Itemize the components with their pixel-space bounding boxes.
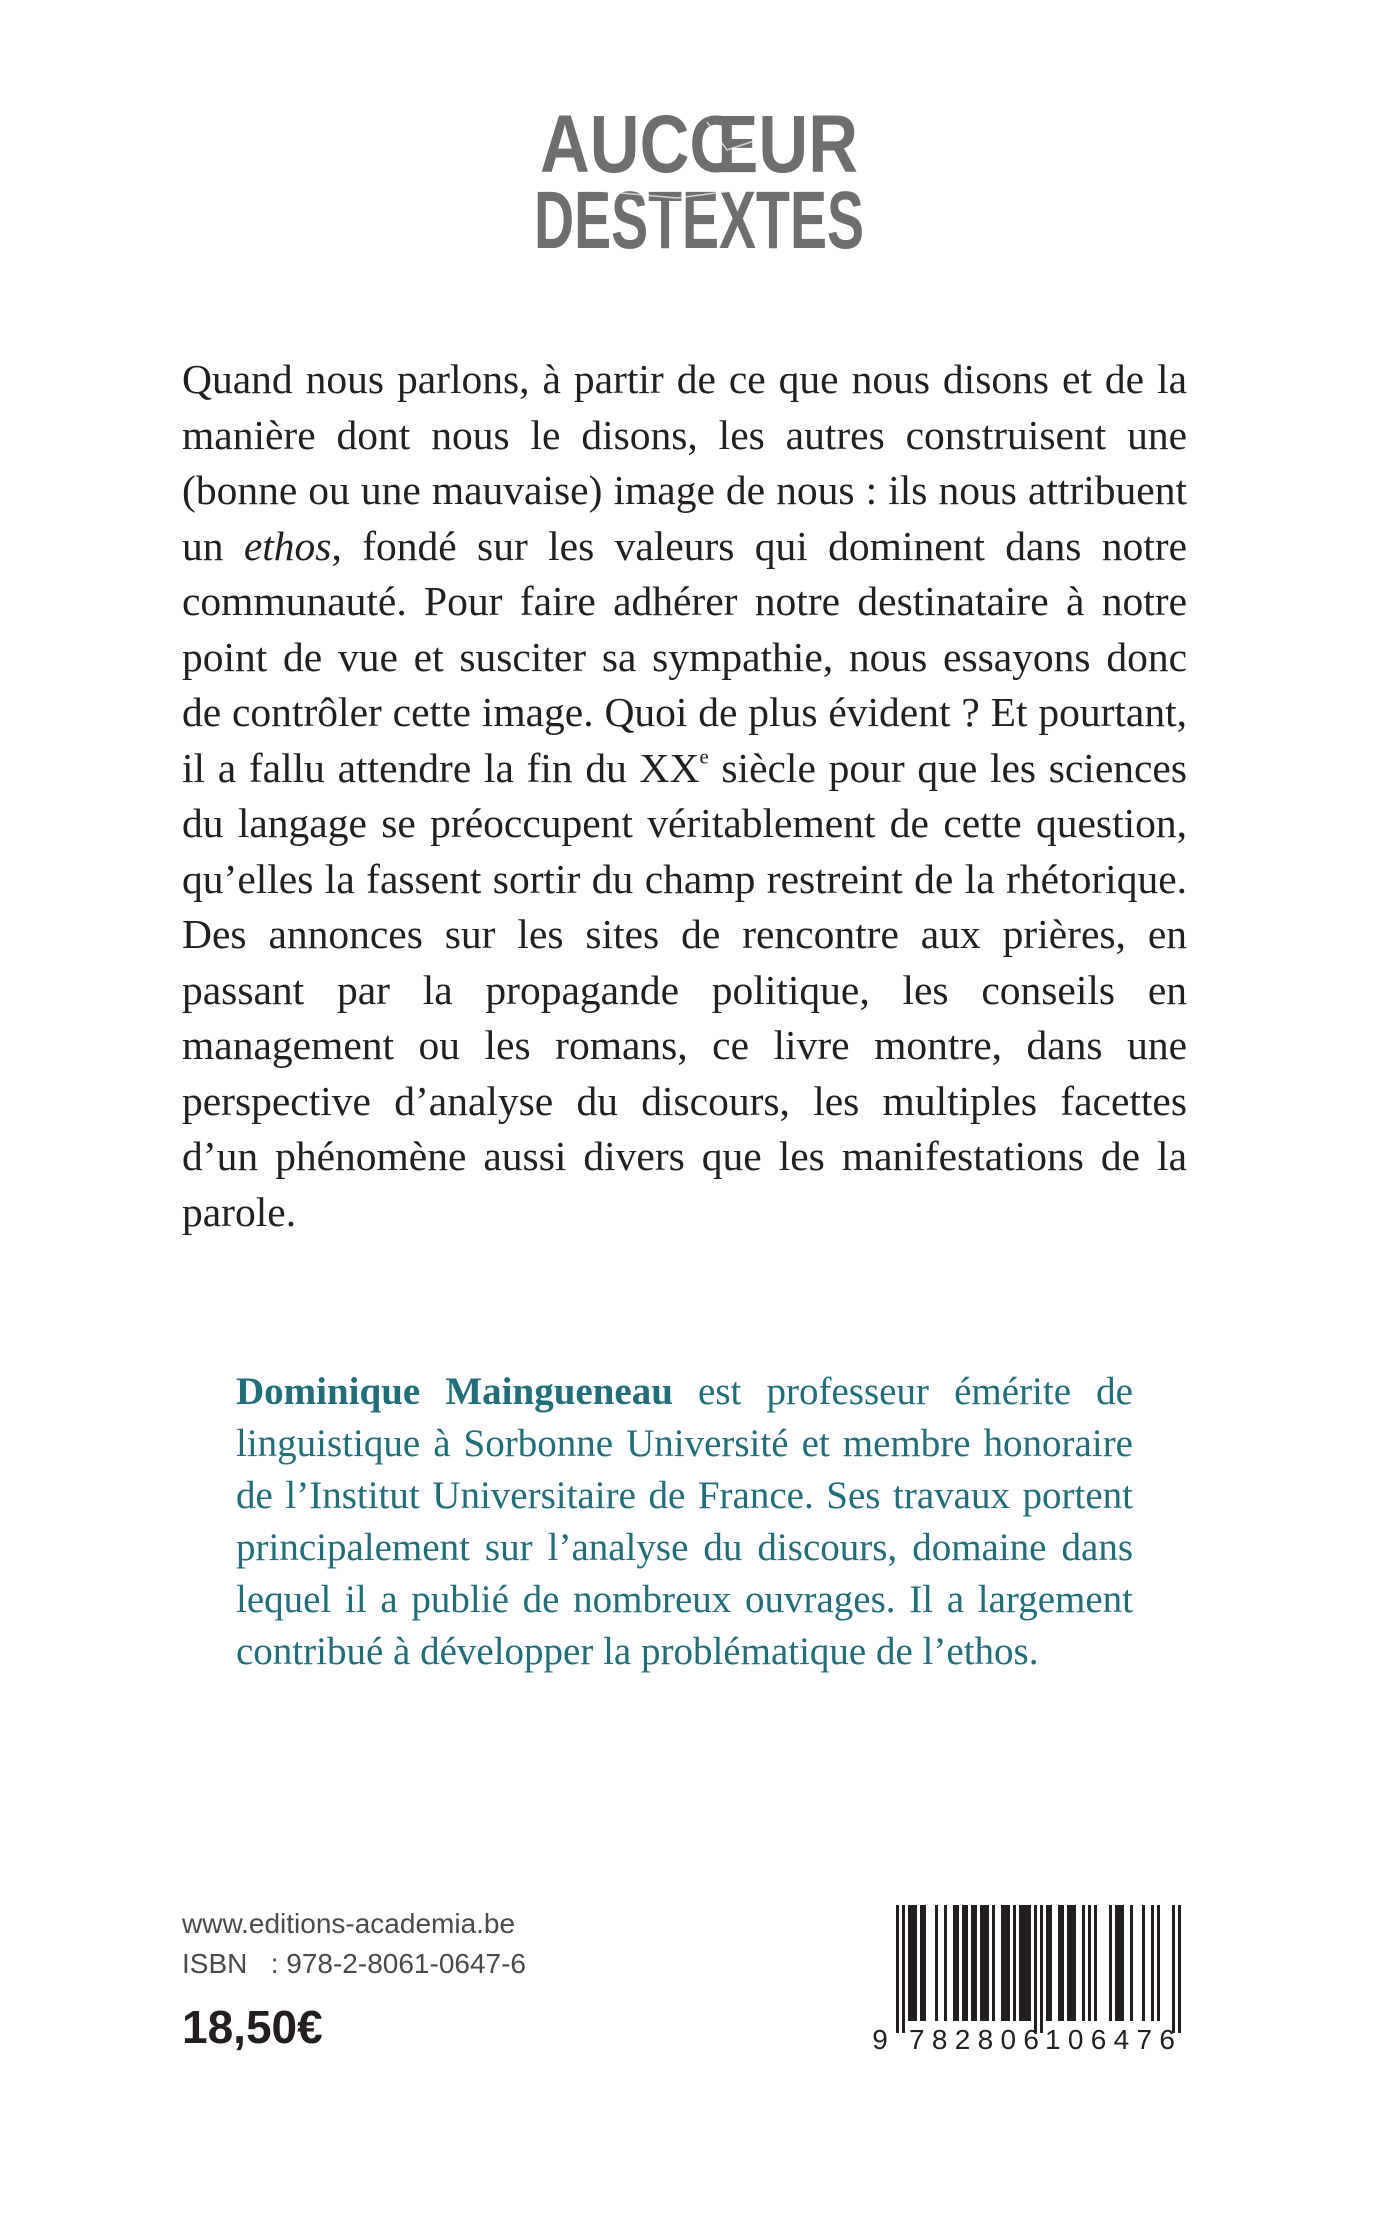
blurb-text-1: Quand nous parlons, à partir de ce que nous disons et de la manière dont nous le disons, les autres construisent une (bonne ou une mauvaise) image de nous : ils nous attribuent un <box>182 356 1187 569</box>
barcode-bar <box>1007 1905 1010 2021</box>
blurb-ethos-term: ethos <box>243 522 332 569</box>
barcode-bar <box>896 1905 899 2033</box>
barcode-bar <box>1001 1905 1004 2021</box>
barcode-bar <box>992 1905 995 2021</box>
barcode-bar <box>1094 1905 1097 2021</box>
logo-line1: AUCŒUR <box>540 99 858 190</box>
author-bio <box>236 1366 1133 1678</box>
barcode-bar <box>923 1905 926 2021</box>
barcode-digit-lead: 9 <box>872 2024 888 2055</box>
barcode-bar <box>983 1905 986 2021</box>
barcode-bar <box>902 1905 905 2033</box>
price: 18,50€ <box>182 2001 323 2053</box>
barcode-bar <box>1046 1905 1049 2021</box>
isbn-value: : 978-2-8061-0647-6 <box>270 1948 526 1979</box>
barcode-bar <box>1082 1905 1085 2021</box>
barcode-bar <box>1118 1905 1121 2021</box>
barcode-bar <box>914 1905 917 2021</box>
barcode-bar <box>1028 1905 1031 2021</box>
barcode-bar <box>1049 1905 1052 2021</box>
barcode-bar <box>1022 1905 1025 2021</box>
author-bio-text: est professeur émérite de linguistique à Sorbonne Université et membre honoraire de l’Institut Universitaire de France. Ses travaux portent principalement sur l’analyse du discours, domaine dans lequel il a publié de nombreux ouvrages. Il a largement contribué à développer la problématique de l’ethos. <box>236 1370 1133 1673</box>
barcode-bar <box>1040 1905 1043 2033</box>
barcode-bar <box>1088 1905 1091 2021</box>
barcode-bar <box>953 1905 956 2021</box>
barcode-bar <box>1073 1905 1076 2021</box>
logo-line2: DESTEXTES <box>534 175 864 266</box>
barcode-bar <box>1172 1905 1175 2033</box>
barcode-bar <box>965 1905 968 2021</box>
barcode-digits-left: 782806 <box>909 2024 1039 2055</box>
barcode-bar <box>1130 1905 1133 2021</box>
barcode-bar <box>935 1905 938 2021</box>
barcode-bar <box>1004 1905 1007 2021</box>
barcode-bar <box>980 1905 983 2021</box>
blurb-century-sup: e <box>699 745 709 768</box>
barcode-bar <box>962 1905 965 2021</box>
barcode-bar <box>1067 1905 1070 2021</box>
author-name: Dominique Maingueneau <box>236 1370 673 1413</box>
series-logo <box>527 99 872 266</box>
barcode-bar <box>1058 1905 1061 2021</box>
back-cover-blurb <box>182 352 1187 1240</box>
barcode-bar <box>1070 1905 1073 2021</box>
barcode-bar <box>1061 1905 1064 2021</box>
barcode-bar <box>1115 1905 1118 2021</box>
barcode-bar <box>1034 1905 1037 2033</box>
barcode-bar <box>908 1905 911 2021</box>
barcode-bar <box>986 1905 989 2021</box>
blurb-text-3: siècle pour que les sciences du langage se préoccupent véritablement de cette question, qu’elles la fassent sortir du champ restreint de la rhétorique. Des annonces sur les sites de rencontre aux prières, en passant par la propagande politique, les conseils en management ou les romans, ce livre montre, dans une perspective d’analyse du discours, les multiples facettes d’un phénomène aussi divers que les manifestations de la parole. <box>182 744 1187 1235</box>
isbn-label: ISBN <box>182 1948 248 1979</box>
publisher-website: www.editions-academia.be <box>182 1908 516 1939</box>
barcode-bar <box>974 1905 977 2021</box>
barcode-bar <box>1019 1905 1022 2021</box>
barcode-bar <box>956 1905 959 2021</box>
barcode-bar <box>1025 1905 1028 2021</box>
barcode-bars <box>896 1905 1181 2033</box>
barcode-bar <box>911 1905 914 2021</box>
blurb-text-2: , fondé sur les valeurs qui dominent dans notre communauté. Pour faire adhérer notre destinataire à notre point de vue et susciter sa sympathie, nous essayons donc de contrôler cette image. Quoi de plus évident ? Et pourtant, il a fallu attendre la fin du XX <box>182 522 1187 791</box>
isbn-line <box>182 1944 526 1984</box>
barcode-bar <box>920 1905 923 2021</box>
barcode-bar <box>944 1905 947 2021</box>
barcode-bar <box>971 1905 974 2021</box>
barcode-digits-right: 106476 <box>1045 2024 1175 2055</box>
isbn-barcode <box>872 1905 1192 2055</box>
barcode-bar <box>1151 1905 1154 2021</box>
barcode-bar <box>1157 1905 1160 2021</box>
publisher-info <box>182 1904 526 1984</box>
barcode-bar <box>1109 1905 1112 2021</box>
barcode-bar <box>1142 1905 1145 2021</box>
barcode-bar <box>1013 1905 1016 2021</box>
blurb-paragraph <box>182 352 1187 1240</box>
barcode-bar <box>1121 1905 1124 2021</box>
barcode-bar <box>1178 1905 1181 2033</box>
